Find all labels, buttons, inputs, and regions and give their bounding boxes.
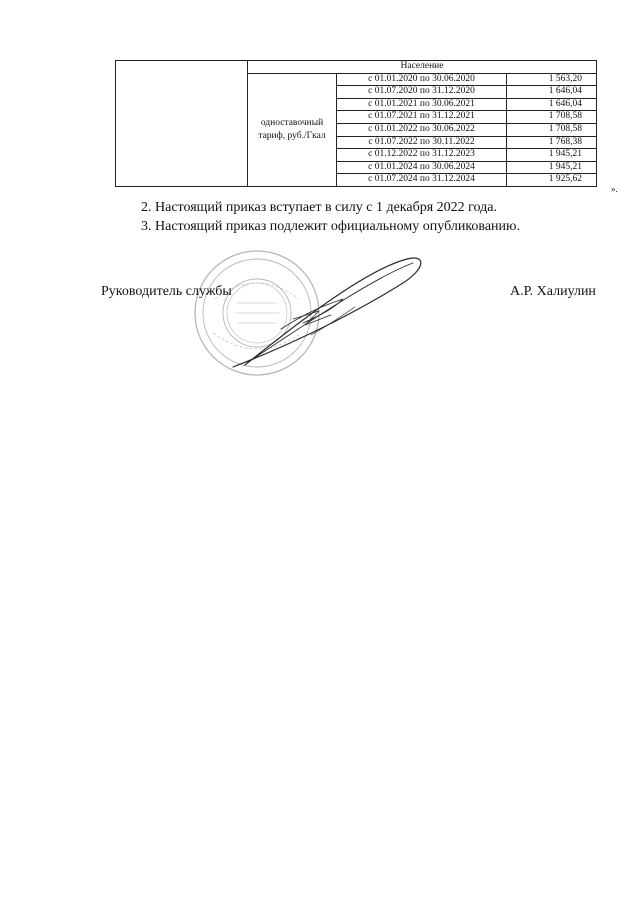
- value-cell: 1 768,38: [507, 136, 597, 149]
- clause-2: 2. Настоящий приказ вступает в силу с 1 декабря 2022 года.: [141, 200, 497, 215]
- clause-3: 3. Настоящий приказ подлежит официальному опубликованию.: [141, 219, 520, 234]
- value-cell: 1 563,20: [507, 73, 597, 86]
- official-stamp-and-signature: [185, 245, 445, 385]
- period-cell: с 01.12.2022 по 31.12.2023: [337, 149, 507, 162]
- period-cell: с 01.07.2021 по 31.12.2021: [337, 111, 507, 124]
- period-cell: с 01.01.2024 по 30.06.2024: [337, 161, 507, 174]
- tariff-name-cell: одноставочный тариф, руб./Гкал: [248, 73, 337, 186]
- period-cell: с 01.01.2021 по 30.06.2021: [337, 98, 507, 111]
- value-cell: 1 945,21: [507, 149, 597, 162]
- period-cell: с 01.01.2022 по 30.06.2022: [337, 123, 507, 136]
- value-cell: 1 646,04: [507, 98, 597, 111]
- period-cell: с 01.07.2024 по 31.12.2024: [337, 174, 507, 187]
- consumer-group-header: Население: [248, 61, 597, 74]
- signer-title: Руководитель службы: [101, 284, 232, 299]
- blank-cell: [116, 61, 248, 187]
- value-cell: 1 708,58: [507, 111, 597, 124]
- value-cell: 1 945,21: [507, 161, 597, 174]
- tariff-table-header-row: [116, 61, 597, 74]
- signature-icon: [233, 258, 421, 367]
- tariff-table: [115, 60, 597, 187]
- period-cell: с 01.07.2020 по 31.12.2020: [337, 86, 507, 99]
- period-cell: с 01.07.2022 по 30.11.2022: [337, 136, 507, 149]
- value-cell: 1 708,58: [507, 123, 597, 136]
- value-cell: 1 925,62: [507, 174, 597, 187]
- value-cell: 1 646,04: [507, 86, 597, 99]
- period-cell: с 01.01.2020 по 30.06.2020: [337, 73, 507, 86]
- signer-name: А.Р. Халиулин: [510, 284, 596, 299]
- closing-quote: ».: [611, 184, 618, 194]
